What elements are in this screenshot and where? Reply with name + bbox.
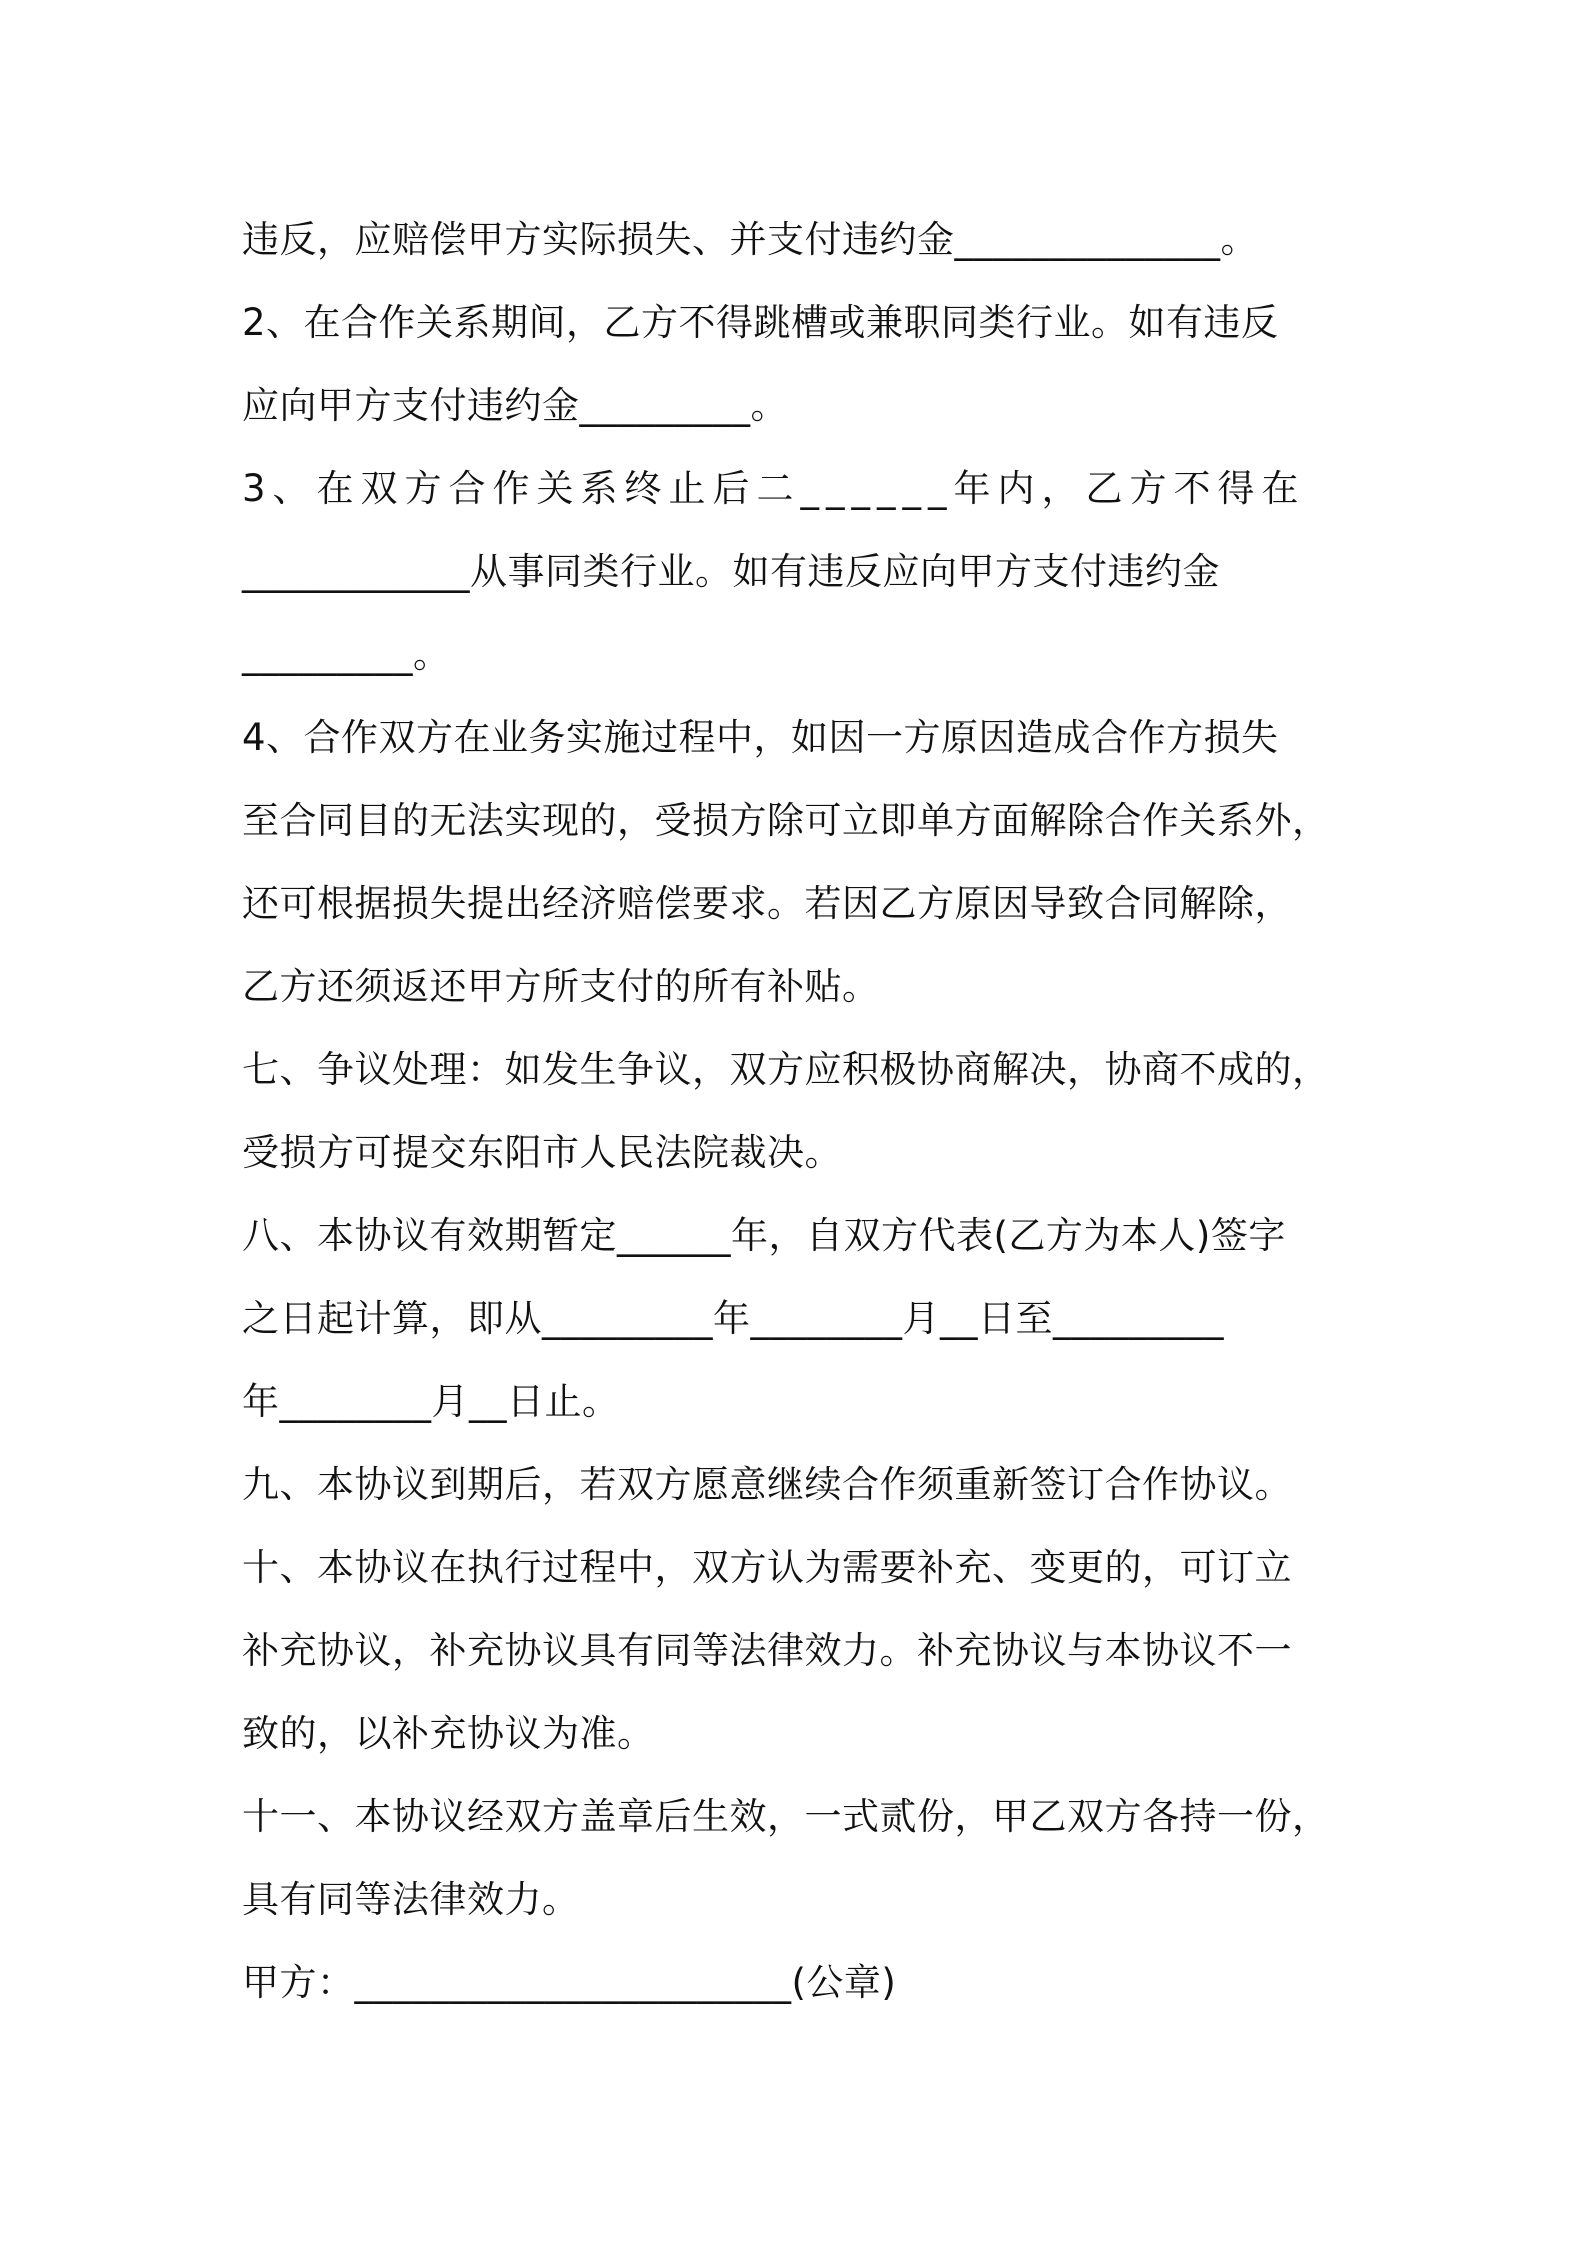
- text-line-section-8-end: 年________月__日止。: [242, 1380, 620, 1423]
- text-line-section-7: 七、争议处理：如发生争议，双方应积极协商解决，协商不成的，: [242, 1048, 1330, 1091]
- text-line-clause-3: 3、在双方合作关系终止后二______年内，乙方不得在: [242, 467, 1306, 510]
- text-line-section-9: 九、本协议到期后，若双方愿意继续合作须重新签订合作协议。: [242, 1463, 1292, 1506]
- text-line-clause-3-cont: ____________从事同类行业。如有违反应向甲方支付违约金: [242, 550, 1220, 593]
- text-line-section-10-cont-2: 致的，以补充协议为准。: [242, 1712, 655, 1755]
- text-line-section-8-dates: 之日起计算，即从_________年________月__日至_________: [242, 1297, 1224, 1340]
- text-line-clause-4-cont-2: 还可根据损失提出经济赔偿要求。若因乙方原因导致合同解除，: [242, 882, 1292, 925]
- document-body: [242, 198, 1360, 2024]
- text-line-clause-2-penalty: 应向甲方支付违约金_________。: [242, 384, 788, 427]
- text-line-clause-2: 2、在合作关系期间，乙方不得跳槽或兼职同类行业。如有违反: [242, 301, 1279, 344]
- text-line-section-8: 八、本协议有效期暂定______年，自双方代表(乙方为本人)签字: [242, 1214, 1286, 1257]
- text-line-section-10: 十、本协议在执行过程中，双方认为需要补充、变更的，可订立: [242, 1546, 1292, 1589]
- party-a-signature-line: 甲方：_______________________(公章): [242, 1961, 897, 2004]
- text-line-clause-4-cont-3: 乙方还须返还甲方所支付的所有补贴。: [242, 965, 880, 1008]
- text-line-section-7-cont: 受损方可提交东阳市人民法院裁决。: [242, 1131, 842, 1174]
- text-line-clause-3-penalty: _________。: [242, 633, 451, 676]
- text-line-clause-4-cont-1: 至合同目的无法实现的，受损方除可立即单方面解除合作关系外，: [242, 799, 1330, 842]
- text-line-clause-4: 4、合作双方在业务实施过程中，如因一方原因造成合作方损失: [242, 716, 1279, 759]
- text-line-section-11-cont: 具有同等法律效力。: [242, 1878, 580, 1921]
- text-line-breach-compensation: 违反，应赔偿甲方实际损失、并支付违约金______________。: [242, 218, 1258, 261]
- text-line-section-10-cont-1: 补充协议，补充协议具有同等法律效力。补充协议与本协议不一: [242, 1629, 1292, 1672]
- text-line-section-11: 十一、本协议经双方盖章后生效，一式贰份，甲乙双方各持一份，: [242, 1795, 1330, 1838]
